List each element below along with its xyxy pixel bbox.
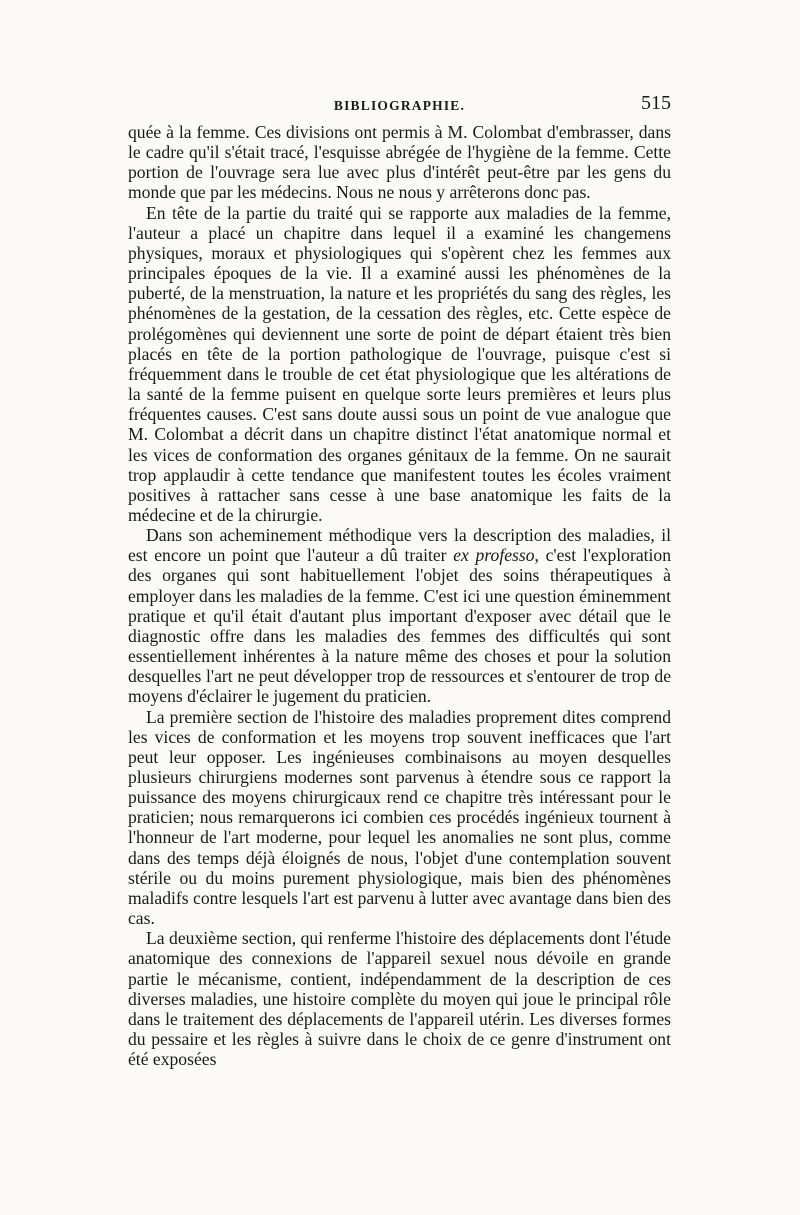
paragraph-3 bbox=[128, 525, 671, 706]
page-number: 515 bbox=[641, 92, 671, 114]
paragraph-1: quée à la femme. Ces divisions ont permis à M. Colombat d'embrasser, dans le cadre qu'il s'était tracé, l'esquisse abrégée de l'hygiène de la femme. Cette portion de l'ouvrage sera lue avec plus d'intérêt peut-être par les gens du monde que par les médecins. Nous ne nous y arrêterons donc pas. bbox=[128, 122, 671, 203]
paragraph-3-text-before: Dans son acheminement méthodique vers la description des maladies, il est encore un point que l'auteur a dû traiter bbox=[128, 525, 671, 566]
paragraph-5: La deuxième section, qui renferme l'histoire des déplacements dont l'étude anatomique des connexions de l'appareil sexuel nous dévoile en grande partie le mécanisme, contient, indépendamment de la description de ces diverses maladies, une histoire complète du moyen qui joue le principal rôle dans le traitement des déplacements de l'appareil utérin. Les diverses formes du pessaire et les règles à suivre dans le choix de ce genre d'instrument ont été exposées bbox=[128, 928, 671, 1070]
paragraph-2: En tête de la partie du traité qui se rapporte aux maladies de la femme, l'auteur a placé un chapitre dans lequel il a examiné les changemens physiques, moraux et physiologiques qui s'opèrent chez les femmes aux principales époques de la vie. Il a examiné aussi les phénomènes de la puberté, de la menstruation, la nature et les propriétés du sang des règles, les phénomènes de la gestation, de la cessation des règles, etc. Cette espèce de prolégomènes qui deviennent une sorte de point de départ étaient très bien placés en tête de la portion pathologique de l'ouvrage, puisque c'est si fréquemment dans le trouble de cet état physiologique que les altérations de la santé de la femme puisent en quelque sorte leurs premières et leurs plus fréquentes causes. C'est sans doute aussi sous un point de vue analogue que M. Colombat a décrit dans un chapitre distinct l'état anatomique normal et les vices de conformation des organes génitaux de la femme. On ne saurait trop applaudir à cette tendance que manifestent toutes les écoles vraiment positives à rattacher sans cesse à une base anatomique les faits de la médecine et de la chirurgie. bbox=[128, 202, 671, 525]
body-text bbox=[128, 122, 671, 1069]
running-title: BIBLIOGRAPHIE. bbox=[333, 98, 466, 113]
latin-phrase: ex professo bbox=[453, 545, 535, 566]
book-page bbox=[128, 92, 671, 1069]
paragraph-3-text-after: , c'est l'exploration des organes qui sont habituellement l'objet des soins thérapeutiques à employer dans les maladies de la femme. C'est ici une question éminemment pratique et qu'il était d'autant plus important d'exposer avec détail que le diagnostic offre dans les maladies des femmes des difficultés qui sont essentiellement inhérentes à la nature même des choses et pour la solution desquelles l'art ne peut développer trop de ressources et s'entourer de trop de moyens d'éclairer le jugement du praticien. bbox=[128, 545, 672, 707]
paragraph-4: La première section de l'histoire des maladies proprement dites comprend les vices de conformation et les moyens trop souvent inefficaces que l'art peut leur opposer. Les ingénieuses combinaisons au moyen desquelles plusieurs chirurgiens modernes sont parvenus à étendre sous ce rapport la puissance des moyens chirurgicaux rend ce chapitre très intéressant pour le praticien; nous remarquerons ici combien ces procédés ingénieux tournent à l'honneur de l'art moderne, pour lequel les anomalies ne sont plus, comme dans des temps déjà éloignés de nous, l'objet d'une contemplation souvent stérile ou du moins purement physiologique, mais bien des phénomènes maladifs contre lesquels l'art est parvenu à lutter avec avantage dans bien des cas. bbox=[128, 706, 671, 929]
running-head bbox=[128, 92, 671, 122]
